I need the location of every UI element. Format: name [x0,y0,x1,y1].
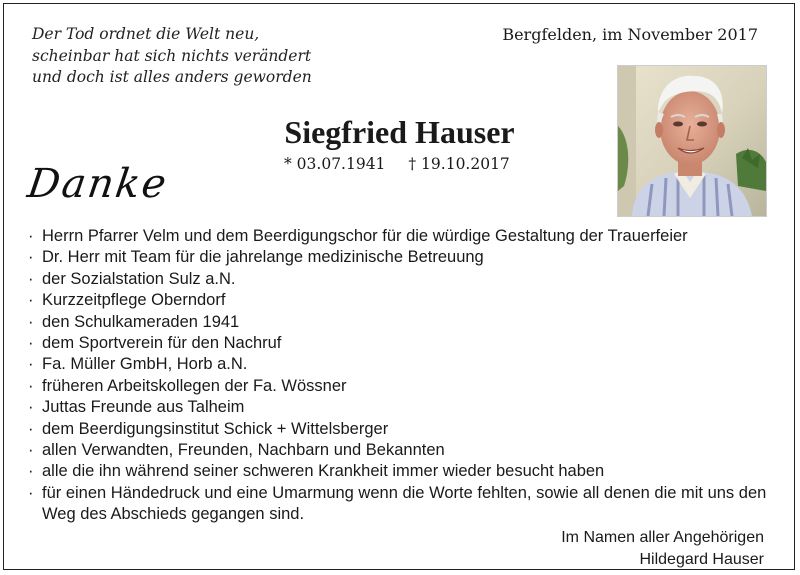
list-item: · für einen Händedruck und eine Umarmung wenn die Worte fehlten, sowie all denen die mit uns den Weg des Abschieds gegangen sind. [28,483,768,526]
quote-line: Der Tod ordnet die Welt neu, [32,25,260,43]
deceased-name: Siegfried Hauser [284,114,515,150]
portrait-photo [617,65,767,217]
birth-date: * 03.07.1941 [284,155,386,173]
portrait-image [618,66,766,216]
list-item: · dem Beerdigungsinstitut Schick + Wittelsberger [28,419,768,440]
signature-block [561,527,764,571]
signature-line: Im Namen aller Angehörigen [561,529,764,546]
obituary-card [3,3,795,570]
list-item: · früheren Arbeitskollegen der Fa. Wössner [28,376,768,397]
danke-heading: Danke [24,161,171,207]
list-item: · der Sozialstation Sulz a.N. [28,269,768,290]
death-date: † 19.10.2017 [408,155,510,173]
list-item: · Herrn Pfarrer Velm und dem Beerdigungschor für die würdige Gestaltung der Trauerfeier [28,226,768,247]
place-date: Bergfelden, im November 2017 [502,25,758,44]
list-item: · Juttas Freunde aus Talheim [28,397,768,418]
life-dates [284,154,528,174]
list-item: · Dr. Herr mit Team für die jahrelange medizinische Betreuung [28,247,768,268]
list-item: · dem Sportverein für den Nachruf [28,333,768,354]
quote-line: und doch ist alles anders geworden [32,68,312,86]
list-item: · alle die ihn während seiner schweren Krankheit immer wieder besucht haben [28,461,768,482]
signature-name: Hildegard Hauser [639,551,764,568]
memorial-quote [32,24,312,89]
quote-line: scheinbar hat sich nichts verändert [32,46,312,65]
thanks-list [28,226,768,526]
list-item: · Fa. Müller GmbH, Horb a.N. [28,354,768,375]
list-item: · Kurzzeitpflege Oberndorf [28,290,768,311]
list-item: · den Schulkameraden 1941 [28,312,768,333]
list-item: · allen Verwandten, Freunden, Nachbarn und Bekannten [28,440,768,461]
